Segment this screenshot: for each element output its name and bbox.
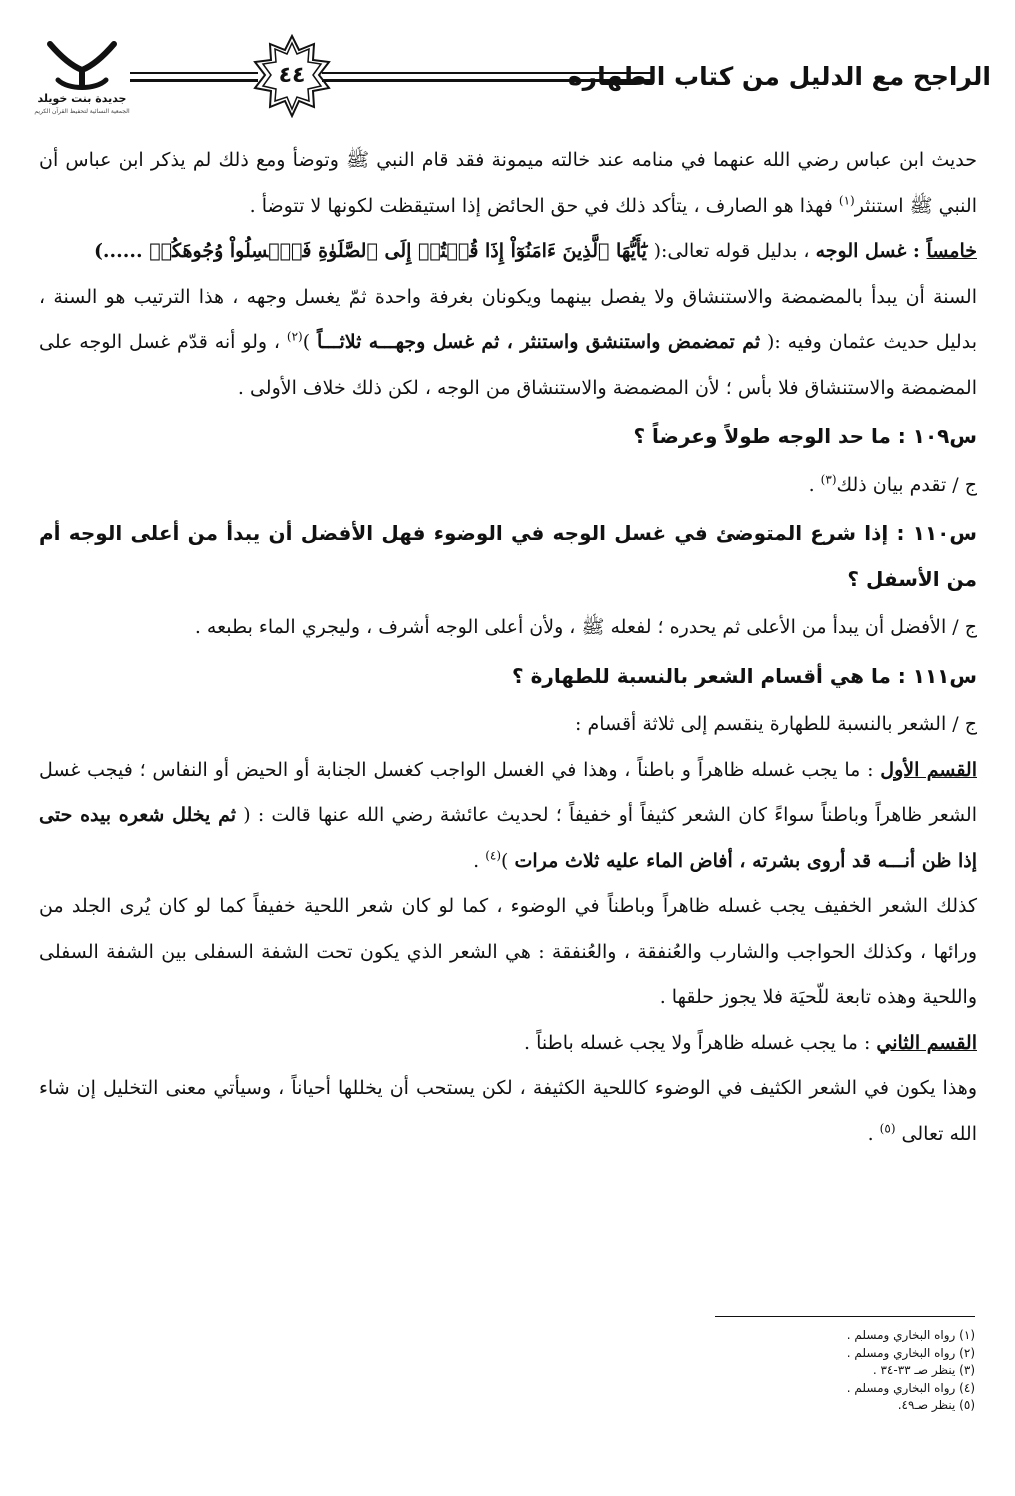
footnote-3: (٣) ينظر صـ ٣٣-٣٤ . bbox=[872, 1363, 975, 1377]
answer-109: ج / تقدم بيان ذلك$^{(٣)}$ . bbox=[808, 472, 977, 496]
section-label-first: القسم الأول bbox=[880, 758, 977, 781]
section-label-fifth: خامساً bbox=[926, 240, 977, 262]
footnote-4: (٤) رواه البخاري ومسلم . bbox=[846, 1380, 975, 1395]
question-109: س١٠٩ : ما حد الوجه طولاً وعرضاً ؟ bbox=[633, 424, 977, 448]
paragraph-light-hair: كذلك الشعر الخفيف يجب غسله ظاهراً وباطناً في الوضوء ، كما لو كان شعر اللحية خفيفاً كما لو كان يُرى الجلد من ورائها ، وكذلك الحواجب والشارب والعُنفقة ، والعُنفقة : هي الشعر الذي يكون تحت الشفة السفلى بين الشفة السفلى واللحية وهذه تابعة للّحيَة فلا يجوز حلقها . bbox=[39, 895, 977, 1008]
hadith-aisha: ثم يخلل شعره بيده حتى إذا ظن أنـــه قد أروى بشرته ، أفاض الماء عليه ثلاث مرات bbox=[39, 804, 977, 872]
footnote-ref-1: (١) bbox=[838, 193, 855, 208]
answer-110: ج / الأفضل أن يبدأ من الأعلى ثم يحدره ؛ لفعله ﷺ ، ولأن أعلى الوجه أشرف ، وليجري الماء بطبعه . bbox=[194, 616, 977, 638]
header-double-rule-left bbox=[130, 70, 258, 84]
page-header bbox=[10, 28, 1005, 128]
paragraph-thick-hair: وهذا يكون في الشعر الكثيف في الوضوء كاللحية الكثيفة ، لكن يستحب أن يخللها أحياناً ، وسيأتي معنى التخليل إن شاء الله تعالى $^{(٥)}$ . bbox=[39, 1077, 977, 1145]
paragraph-sunnah-order: السنة أن يبدأ بالمضمضة والاستنشاق ولا يفصل بينهما ويكونان بغرفة واحدة ثمّ يغسل وجهه ، هذا الترتيب هو السنة ، بدليل حديث عثمان وفيه :( ثم تمضمض واستنشق واستنثر ، ثم غسل وجهـــه ثلاثـــاً )$^{(٢)}$ ، ولو أنه قدّم غسل الوجه على المضمضة والاستنشاق فلا بأس ؛ لأن المضمضة والاستنشاق من الوجه ، لكن ذلك خلاف الأولى . bbox=[39, 285, 977, 399]
section-label-second: القسم الثاني bbox=[876, 1031, 977, 1054]
paragraph-fifth-washing-face: خامساً : غسل الوجه ، بدليل قوله تعالى:( يَٰٓأَيُّهَا ٱلَّذِينَ ءَامَنُوٓاْ إِذَا قُمۡتُمۡ إِلَى ٱلصَّلَوٰةِ فَٱغۡسِلُواْ وُجُوهَكُمۡ ......) bbox=[93, 240, 977, 262]
logo-name: جديدة بنت خويلد bbox=[37, 92, 127, 105]
association-logo bbox=[32, 36, 132, 128]
footnote-2: (٢) رواه البخاري ومسلم . bbox=[846, 1345, 975, 1360]
question-110: س١١٠ : إذا شرع المتوضئ في غسل الوجه في الوضوء فهل الأفضل أن يبدأ من أعلى الوجه أم من الأسفل ؟ bbox=[39, 521, 977, 591]
paragraph-second-category: القسم الثاني : ما يجب غسله ظاهراً ولا يجب غسله باطناً . bbox=[524, 1031, 977, 1054]
footnote-5: (٥) ينظر صـ٤٩. bbox=[897, 1398, 975, 1412]
footnotes bbox=[715, 1316, 975, 1415]
footnote-ref-5: (٥) bbox=[879, 1121, 896, 1136]
page-number: ٤٤ bbox=[278, 63, 306, 88]
footnote-ref-3: (٣) bbox=[820, 472, 837, 487]
question-111: س١١١ : ما هي أقسام الشعر بالنسبة للطهارة ؟ bbox=[512, 663, 977, 688]
paragraph-first-category: القسم الأول : ما يجب غسله ظاهراً و باطناً ، وهذا في الغسل الواجب كغسل الجنابة أو الحيض أو النفاس ؛ فيجب غسل الشعر ظاهراً وباطناً سواءً كان الشعر كثيفاً أو خفيفاً ؛ لحديث عائشة رضي الله عنها قالت : ( ثم يخلل شعره بيده حتى إذا ظن أنـــه قد أروى بشرته ، أفاض الماء عليه ثلاث مرات )$^{(٤)}$ . bbox=[39, 758, 977, 872]
quran-verse: يَٰٓأَيُّهَا ٱلَّذِينَ ءَامَنُوٓاْ إِذَا قُمۡتُمۡ إِلَى ٱلصَّلَوٰةِ فَٱغۡسِلُواْ وُجُوهَكُمۡ ......) bbox=[93, 240, 654, 262]
header-double-rule-right bbox=[322, 70, 652, 84]
hadith-uthman: ثم تمضمض واستنشق واستنثر ، ثم غسل وجهـــه ثلاثـــاً bbox=[316, 331, 761, 353]
logo-emblem-icon bbox=[32, 36, 132, 96]
page-body bbox=[39, 138, 977, 1157]
footnote-1: (١) رواه البخاري ومسلم . bbox=[846, 1328, 975, 1342]
page-number-badge bbox=[250, 34, 334, 118]
paragraph-ibn-abbas: حديث ابن عباس رضي الله عنهما في منامه عند خالته ميمونة فقد قام النبي ﷺ وتوضأ ومع ذلك لم يذكر ابن عباس أن النبي ﷺ استنثر$^{(١)}$ فهذا هو الصارف ، يتأكد ذلك في حق الحائض إذا استيقظت لكونها لا تتوضأ . bbox=[39, 149, 977, 217]
logo-subtitle: الجمعية النسائية لتحفيظ القرآن الكريم bbox=[34, 108, 130, 115]
answer-111: ج / الشعر بالنسبة للطهارة ينقسم إلى ثلاثة أقسام : bbox=[575, 713, 977, 735]
footnote-ref-4: (٤) bbox=[485, 848, 502, 863]
book-title: الراجح مع الدليل من كتاب الطهارة bbox=[567, 62, 991, 91]
footnote-ref-2: (٢) bbox=[286, 329, 303, 344]
